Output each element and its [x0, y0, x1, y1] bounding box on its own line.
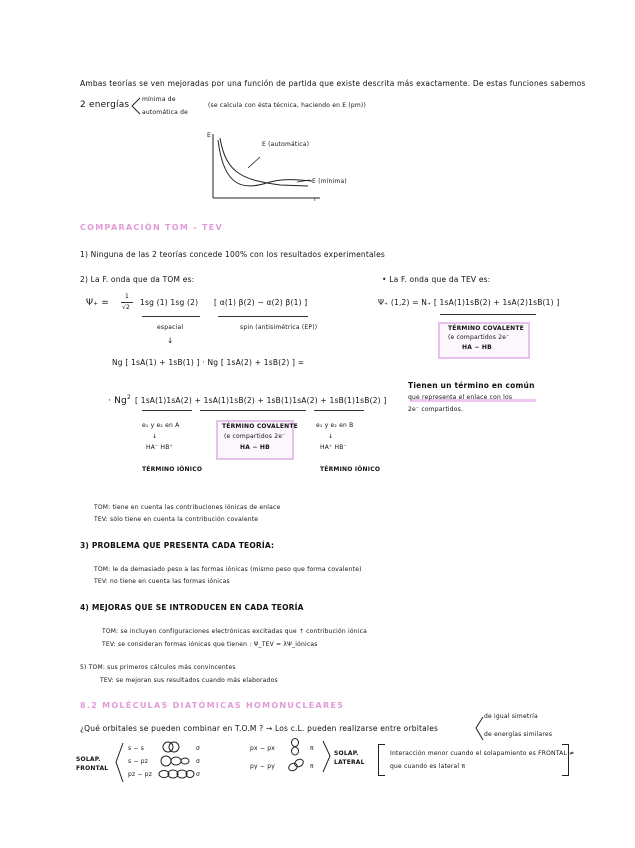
orbital-type: σ: [196, 758, 201, 765]
energy-note: (se calcula con ésta técnica, haciendo en E (pm)): [208, 102, 366, 109]
tom-psi-terms: 1sg (1) 1sg (2): [140, 298, 199, 307]
orbital-type: π: [310, 763, 314, 770]
term-mid-line1: TÉRMINO COVALENTE: [222, 423, 298, 430]
solap-lateral-l2: LATERAL: [334, 759, 365, 766]
note-line2: que representa el enlace con los: [408, 394, 513, 401]
s-p-overlap-icon: [160, 755, 190, 767]
energies-label: 2 energías: [80, 100, 130, 110]
item-1: 1) Ninguna de las 2 teorías concede 100% con los resultados experimentales: [80, 250, 385, 259]
down-arrow-icon: ↓: [167, 336, 174, 345]
graph-axis-e: E: [207, 132, 211, 139]
down-arrow-icon: ↓: [152, 433, 158, 440]
item-3-tev: TEV: no tiene en cuenta las formas iónicas: [94, 578, 230, 585]
term-right-line2: HA⁺ HB⁻: [320, 444, 347, 451]
term-left-line1: e₁ y e₂ en A: [142, 422, 180, 429]
orbital-pair: pz − pz: [128, 771, 153, 778]
tev-box-line2: (e compartidos 2e⁻: [448, 334, 510, 341]
orbital-pair: py − py: [250, 763, 275, 770]
p-p-overlap-icon: [158, 768, 194, 780]
ng-expression: Ng [ 1sA(1) + 1sB(1) ] · Ng [ 1sA(2) + 1sB(2) ] =: [112, 358, 305, 367]
tom-psi-lhs: Ψ₊ =: [86, 298, 110, 308]
item-4-tev: TEV: se consideran formas iónicas que tienen : Ψ_TEV = λΨ_iónicas: [102, 641, 318, 648]
tev-psi: Ψ₊ (1,2) = N₊ [ 1sA(1)1sB(2) + 1sA(2)1sB(1) ]: [378, 298, 560, 307]
condition-symmetry: de igual simetría: [484, 713, 538, 720]
energy-option-auto: automática de: [142, 109, 189, 116]
item-2: 2) La F. onda que da TOM es:: [80, 275, 195, 284]
item-5-tev: TEV: se mejoran sus resultados cuando más elaborados: [100, 677, 278, 684]
item-4-title: 4) MEJORAS QUE SE INTRODUCEN EN CADA TEORÍA: [80, 603, 304, 612]
item-3-title: 3) PROBLEMA QUE PRESENTA CADA TEORÍA:: [80, 541, 275, 550]
term-left-label: TÉRMINO IÓNICO: [142, 466, 203, 473]
tom-frac-num: 1: [125, 293, 130, 300]
px-px-overlap-icon: [289, 738, 301, 756]
energy-option-min: mínima de: [142, 96, 176, 103]
ng2-lhs: · $Ng^2$: [108, 394, 132, 406]
intro-line: Ambas teorías se ven mejoradas por una función de partida que existe descrita más exactamente. De estas funciones sabemos: [80, 79, 586, 88]
item-3-tom: TOM: le da demasiado peso a las formas iónicas (mismo peso que forma covalente): [94, 566, 362, 573]
tom-label-espacial: espacial: [157, 324, 184, 331]
s-s-overlap-icon: [160, 741, 186, 753]
term-right-line1: e₁ y e₂ en B: [316, 422, 354, 429]
condition-energy: de energías similares: [484, 731, 553, 738]
orbital-pair: px − px: [250, 745, 275, 752]
tom-frac-den: √2: [122, 304, 131, 311]
ng2-terms: [ 1sA(1)1sA(2) + 1sA(1)1sB(2) + 1sB(1)1sA(2) + 1sB(1)1sB(2) ]: [135, 396, 387, 405]
curly-brace-icon: [474, 716, 484, 742]
orbital-type: σ: [196, 745, 201, 752]
py-py-overlap-icon: [287, 758, 305, 772]
item-5-tom: 5) TOM: sus primeros cálculos más convincentes: [80, 664, 236, 671]
tev-box-line3: HA − HB: [462, 344, 492, 351]
graph-curve-min: E (mínima): [312, 178, 347, 185]
term-left-line2: HA⁻ HB⁺: [146, 444, 173, 451]
orbital-type: σ: [196, 771, 201, 778]
term-mid-line3: HA − HB: [240, 444, 270, 451]
section-title-comparacion: COMPARACIÓN TOM - TEV: [80, 223, 223, 232]
tev-contribution: TEV: sólo tiene en cuenta la contribución covalente: [94, 516, 259, 523]
solap-frontal-l2: FRONTAL: [76, 765, 109, 772]
interaccion-line2: que cuando es lateral π: [390, 763, 466, 770]
down-arrow-icon: ↓: [328, 433, 334, 440]
section-title-82: 8.2 MOLÉCULAS DIATÓMICAS HOMONUCLEARES: [80, 701, 345, 710]
solap-lateral-l1: SOLAP.: [334, 750, 359, 757]
graph-axis-r: r: [314, 196, 317, 203]
term-mid-line2: (e compartidos 2e⁻: [224, 433, 286, 440]
term-right-label: TÉRMINO IÓNICO: [320, 466, 381, 473]
item-4-tom: TOM: se incluyen configuraciones electrónicas excitadas que ↑ contribución iónica: [102, 628, 367, 635]
interaccion-line1: Interacción menor cuando el solapamiento es FRONTAL ≠: [390, 750, 575, 757]
graph-curve-auto: E (automática): [262, 141, 310, 148]
orbital-question: ¿Qué orbitales se pueden combinar en T.O.M ? → Los c.L. pueden realizarse entre orbitales: [80, 724, 439, 733]
curly-brace-icon: [322, 740, 332, 774]
tom-contribution: TOM: tiene en cuenta las contribuciones iónicas de enlace: [94, 504, 281, 511]
note-line1: Tienen un término en común: [408, 381, 535, 390]
tom-label-spin: spin (antisimétrica (EP)): [240, 324, 318, 331]
orbital-pair: s − pz: [128, 758, 149, 765]
orbital-pair: s − s: [128, 745, 145, 752]
note-line3: 2e⁻ compartidos.: [408, 406, 464, 413]
tev-box-line1: TÉRMINO COVALENTE: [448, 325, 524, 332]
solap-frontal-l1: SOLAP.: [76, 756, 101, 763]
curly-brace-icon: [114, 742, 124, 784]
item-2-tev: • La F. onda que da TEV es:: [382, 275, 491, 284]
curly-brace-icon: [128, 96, 142, 118]
orbital-type: π: [310, 745, 314, 752]
tom-spin-part: [ α(1) β(2) − α(2) β(1) ]: [214, 298, 308, 307]
